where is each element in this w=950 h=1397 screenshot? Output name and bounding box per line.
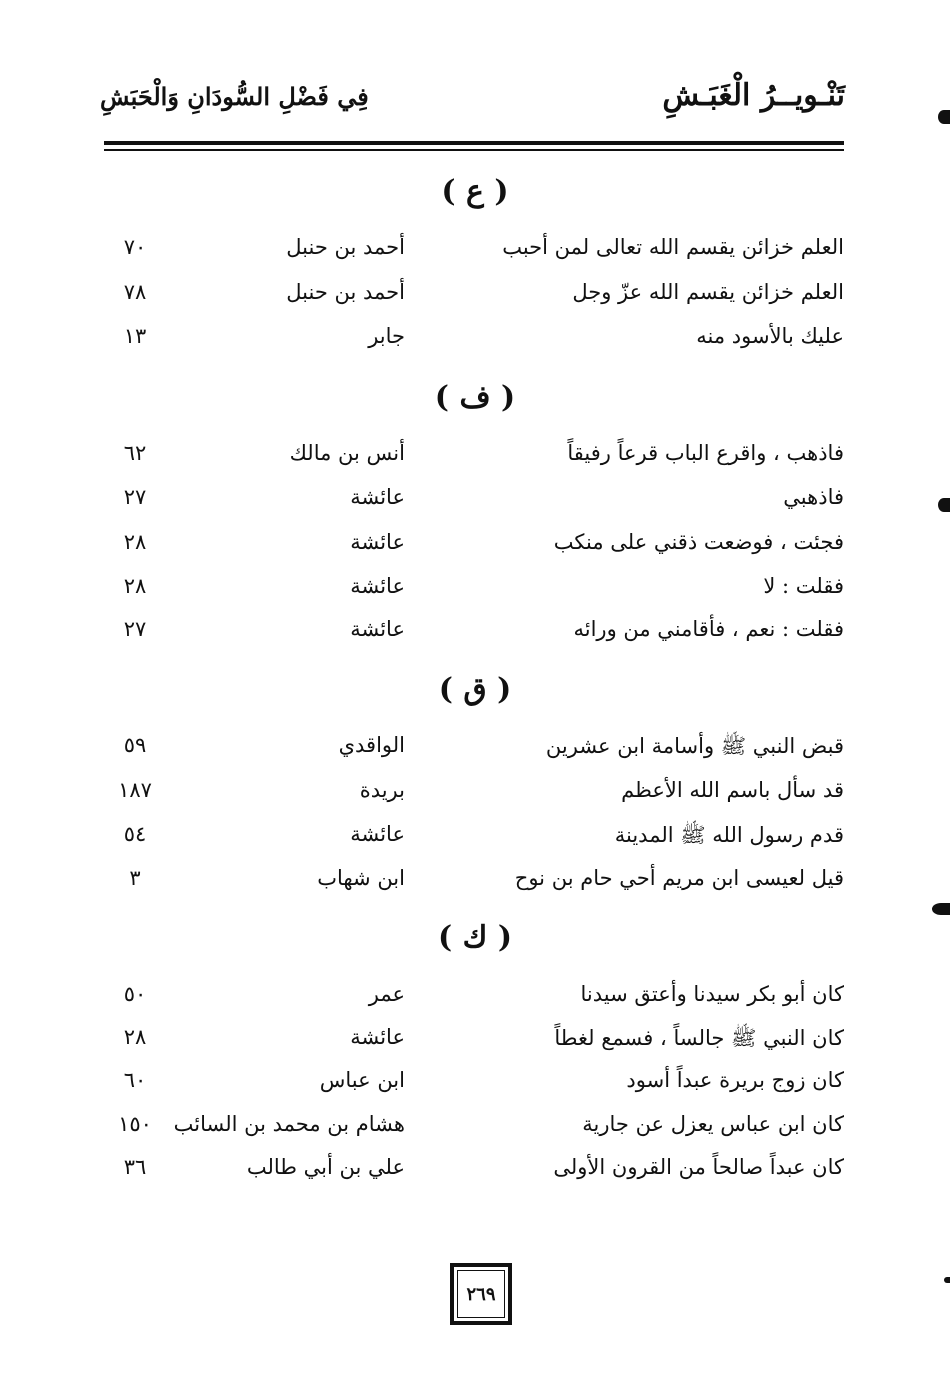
hadith-text: العلم خزائن يقسم الله تعالى لمن أحبب [502, 235, 844, 259]
hadith-text: قبض النبي ﷺ وأسامة ابن عشرين [545, 734, 844, 758]
scan-edge-mark [938, 498, 950, 512]
narrator: عائشة [350, 1025, 405, 1049]
section-heading-fa: ( ف ) [434, 380, 516, 415]
hadith-text: فاذهب ، واقرع الباب قرعاً رفيقاً [567, 441, 844, 465]
narrator: أنس بن مالك [289, 441, 405, 465]
index-row [0, 1068, 950, 1108]
index-row [0, 280, 950, 320]
page-number: ٧٨ [123, 280, 147, 304]
scan-edge-mark [944, 1277, 950, 1283]
narrator: أحمد بن حنبل [286, 280, 405, 304]
book-title: تَنْـويــرُ الْغَبَـشِ [662, 78, 845, 113]
hadith-text: العلم خزائن يقسم الله عزّ وجل [572, 280, 844, 304]
index-row [0, 1155, 950, 1195]
hadith-text: عليك بالأسود منه [696, 324, 844, 348]
section-heading-kaf: ( ك ) [437, 920, 513, 955]
index-row [0, 530, 950, 570]
page-number: ٦٢ [123, 441, 147, 465]
page-number: ٦٠ [123, 1068, 147, 1092]
narrator: الواقدي [338, 733, 405, 757]
narrator: عائشة [350, 530, 405, 554]
narrator: عائشة [350, 822, 405, 846]
index-row [0, 235, 950, 275]
hadith-text: قدم رسول الله ﷺ المدينة [614, 823, 844, 847]
narrator: عائشة [350, 574, 405, 598]
narrator: علي بن أبي طالب [246, 1155, 405, 1179]
page-number: ١٨٧ [118, 778, 152, 802]
hadith-text: فاذهبي [783, 485, 844, 509]
index-row [0, 485, 950, 525]
index-row [0, 617, 950, 657]
page-number: ٣ [129, 866, 141, 890]
index-row [0, 1112, 950, 1152]
index-row [0, 982, 950, 1022]
page-number: ٥٩ [123, 733, 147, 757]
index-row [0, 822, 950, 862]
running-head [100, 78, 845, 128]
hadith-text: فقلت : نعم ، فأقامني من ورائه [573, 617, 844, 641]
index-row [0, 1025, 950, 1065]
header-rule-thick [104, 141, 844, 145]
page-number: ٢٧ [123, 485, 147, 509]
section-letter: ك [462, 920, 488, 955]
page-number: ٢٨ [123, 574, 147, 598]
page-number: ٥٤ [123, 822, 147, 846]
section-letter: ف [459, 380, 491, 415]
section-heading-ain: ( ع ) [441, 174, 509, 209]
section-letter: ع [466, 174, 484, 209]
hadith-text: قيل لعيسى ابن مريم أحي حام بن نوح [514, 866, 844, 890]
narrator: بريدة [359, 778, 405, 802]
hadith-text: كان ابن عباس يعزل عن جارية [582, 1112, 844, 1136]
narrator: جابر [368, 324, 405, 348]
page-number: ٣٦ [123, 1155, 147, 1179]
folio-box [450, 1263, 512, 1325]
narrator: أحمد بن حنبل [286, 235, 405, 259]
narrator: ابن شهاب [317, 866, 405, 890]
page-number: ٢٨ [123, 1025, 147, 1049]
scan-edge-mark [938, 110, 950, 124]
book-subtitle: فِي فَضْلِ السُّودَانِ وَالْحَبَشِ [100, 82, 369, 111]
page-number: ٢٨ [123, 530, 147, 554]
section-letter: ق [463, 672, 487, 707]
page-number: ٧٠ [123, 235, 147, 259]
section-heading-qaf: ( ق ) [438, 672, 512, 707]
hadith-text: قد سأل باسم الله الأعظم [621, 778, 844, 802]
narrator: عائشة [350, 617, 405, 641]
index-row [0, 324, 950, 364]
header-rule-thin [104, 149, 844, 151]
folio-number: ٢٦٩ [457, 1270, 505, 1318]
scan-edge-mark [932, 903, 950, 915]
index-row [0, 574, 950, 614]
page-number: ٢٧ [123, 617, 147, 641]
hadith-text: كان زوج بريرة عبداً أسود [626, 1068, 844, 1092]
narrator: عمر [368, 982, 405, 1006]
narrator: عائشة [350, 485, 405, 509]
page-number: ١٣ [123, 324, 147, 348]
hadith-text: فقلت : لا [763, 574, 844, 598]
narrator: ابن عباس [319, 1068, 405, 1092]
index-row [0, 441, 950, 481]
index-row [0, 733, 950, 773]
narrator: هشام بن محمد بن السائب [173, 1112, 405, 1136]
hadith-text: فجئت ، فوضعت ذقني على منكب [553, 530, 844, 554]
page-number: ١٥٠ [118, 1112, 152, 1136]
index-row [0, 866, 950, 906]
hadith-text: كان أبو بكر سيدنا وأعتق سيدنا [580, 982, 844, 1006]
page-number: ٥٠ [123, 982, 147, 1006]
hadith-text: كان عبداً صالحاً من القرون الأولى [553, 1155, 844, 1179]
hadith-text: كان النبي ﷺ جالساً ، فسمع لغطاً [554, 1026, 844, 1050]
index-row [0, 778, 950, 818]
